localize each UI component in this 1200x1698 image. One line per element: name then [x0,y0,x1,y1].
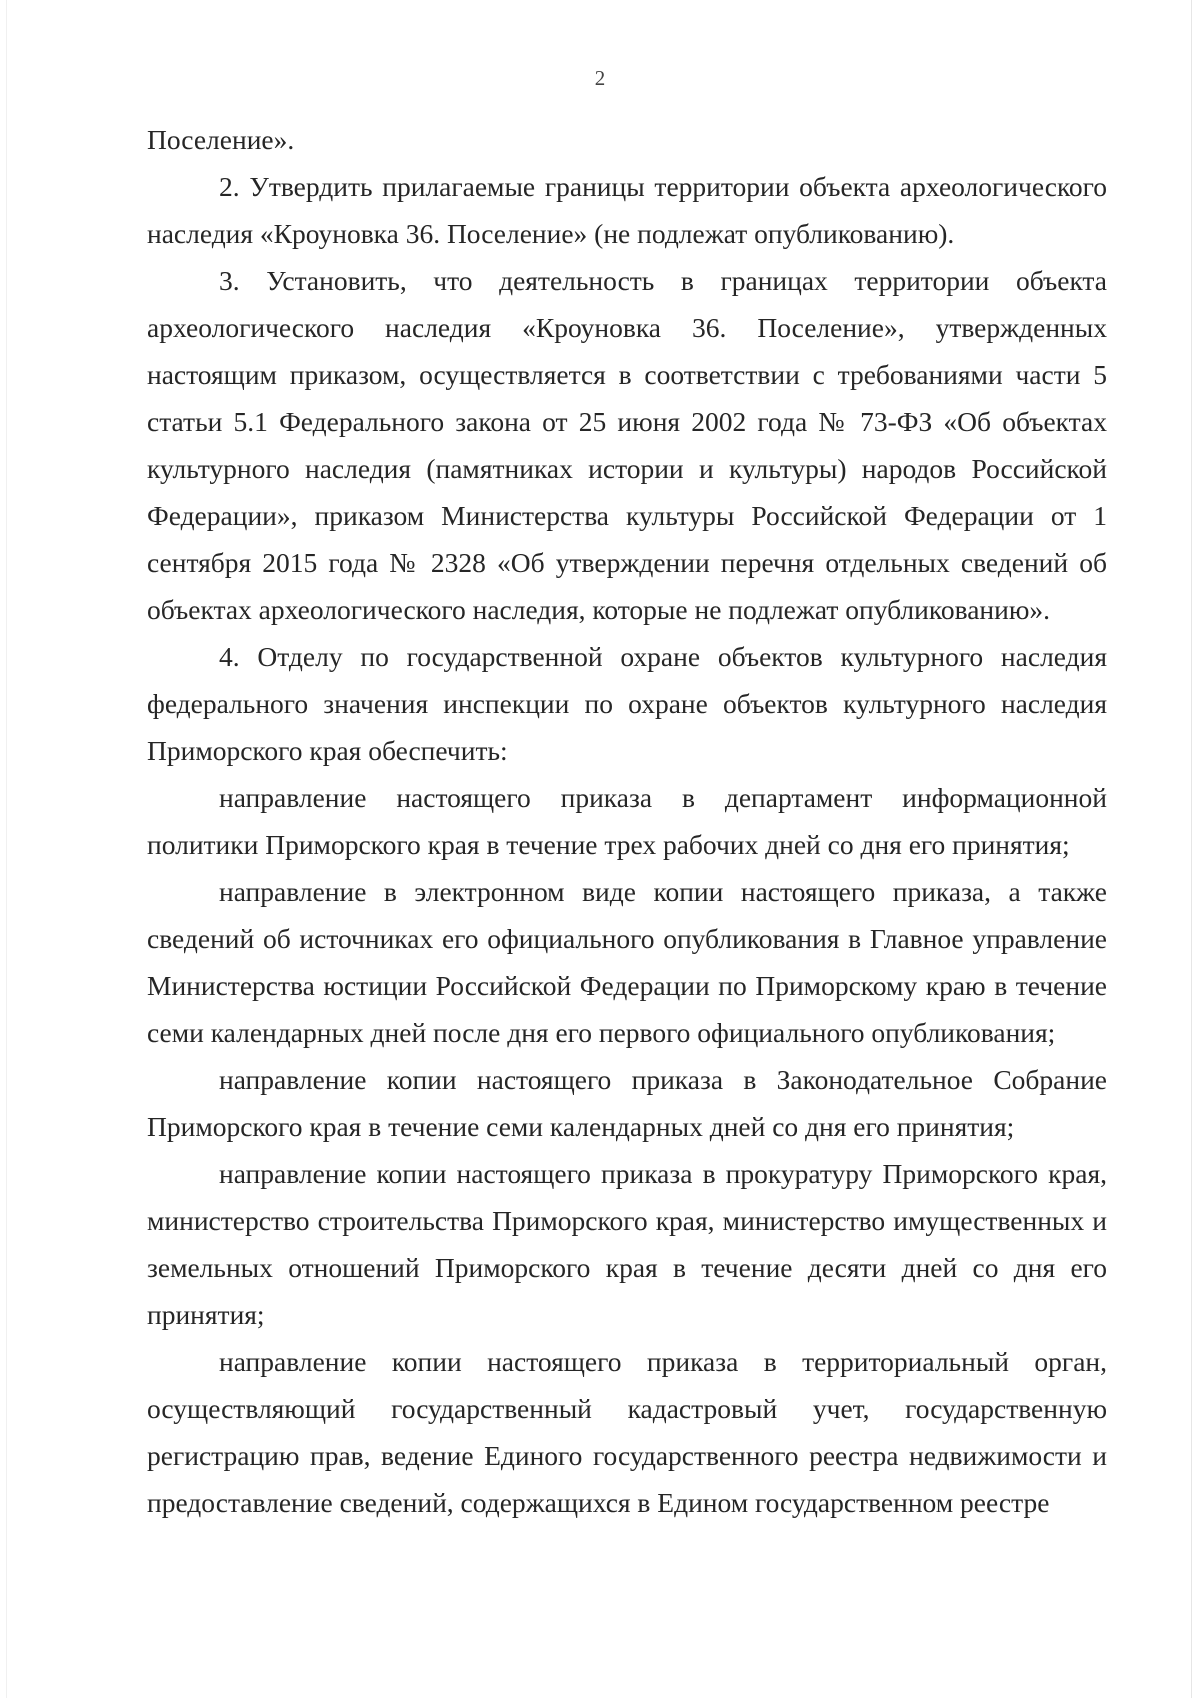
paragraph-continuation: Поселение». [147,124,295,155]
paragraph-item-3: 3. Установить, что деятельность в границах территории объекта археологического наследия «Кроуновка 36. Поселение», утвержденных настоящим приказом, осуществляется в соответствии с требованиями части 5 статьи 5.1 Федерального закона от 25 июня 2002 года № 73-ФЗ «Об объектах культурного наследия (памятниках истории и культуры) народов Российской Федерации», приказом Министерства культуры Российской Федерации от 1 сентября 2015 года № 2328 «Об утверждении перечня отдельных сведений об объектах археологического наследия, которые не подлежат опубликованию». [147,265,1107,625]
scan-edge-left [6,0,7,1698]
paragraph-subitem-cadastral-body: направление копии настоящего приказа в территориальный орган, осуществляющий государственный кадастровый учет, государственную регистрацию прав, ведение Единого государственного реестра недвижимости и предоставление сведений, содержащихся в Едином государственном реестре [147,1346,1107,1518]
page-number: 2 [594,66,606,90]
paragraph-subitem-legislative-assembly: направление копии настоящего приказа в Законодательное Собрание Приморского края в течение семи календарных дней со дня его принятия; [147,1064,1107,1142]
document-body [147,116,1107,1526]
paragraph-item-4: 4. Отделу по государственной охране объектов культурного наследия федерального значения инспекции по охране объектов культурного наследия Приморского края обеспечить: [147,641,1107,766]
scan-edge-right [1191,0,1192,1698]
paragraph-subitem-information-policy: направление настоящего приказа в департамент информационной политики Приморского края в течение трех рабочих дней со дня его принятия; [147,782,1107,860]
paragraph-item-2: 2. Утвердить прилагаемые границы территории объекта археологического наследия «Кроуновка 36. Поселение» (не подлежат опубликованию). [147,171,1107,249]
paragraph-subitem-prosecutor: направление копии настоящего приказа в прокуратуру Приморского края, министерство строительства Приморского края, министерство имущественных и земельных отношений Приморского края в течение десяти дней со дня его принятия; [147,1158,1107,1330]
paragraph-subitem-ministry-of-justice: направление в электронном виде копии настоящего приказа, а также сведений об источниках его официального опубликования в Главное управление Министерства юстиции Российской Федерации по Приморскому краю в течение семи календарных дней после дня его первого официального опубликования; [147,876,1107,1048]
